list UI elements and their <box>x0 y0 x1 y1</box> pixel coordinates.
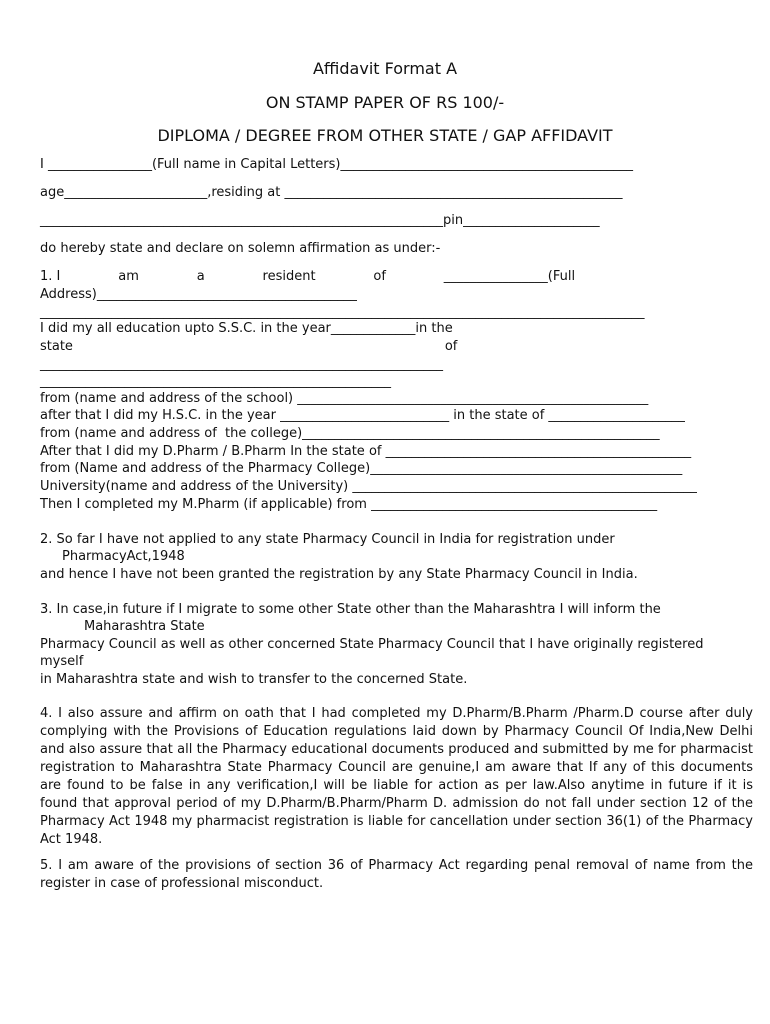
para3-line-5: in Maharashtra state and wish to transfer to the concerned State. <box>40 672 468 687</box>
para1-college-line: from (name and address of the college)_______________________________________________________ <box>40 426 660 441</box>
para1-university-line: University(name and address of the University) _____________________________________________________ <box>40 479 697 494</box>
para1-ssc-line: I did my all education upto S.S.C. in the year_____________in the <box>40 321 453 336</box>
document-title: Affidavit Format A <box>312 59 458 78</box>
declaration-line: do hereby state and declare on solemn affirmation as under:- <box>40 241 441 256</box>
para5-text: 5. I am aware of the provisions of section 36 of Pharmacy Act regarding penal removal of name from the register in case of professional misconduct. <box>40 858 753 891</box>
para3-line-2: Maharashtra State <box>84 619 205 634</box>
affidavit-heading: DIPLOMA / DEGREE FROM OTHER STATE / GAP AFFIDAVIT <box>157 126 613 145</box>
para1-resident-line: 1. I am a resident of ________________(Full <box>40 269 576 284</box>
para3-line-4: myself <box>40 654 84 669</box>
para3-line-1: 3. In case,in future if I migrate to some other State other than the Maharashtra I will inform the <box>40 602 661 617</box>
para4-text: 4. I also assure and affirm on oath that I had completed my D.Pharm/B.Pharm /Pharm.D course after duly complying with the Provisions of Education regulations laid down by Pharmacy Council Of India,New Delhi and also assure that all the Pharmacy educational documents produced and submitted by me for pharmacist registration to Maharashtra State Pharmacy Council are genuine,I am aware that If any of this documents are found to be false in any verification,I will be liable for action as per law.Also anytime in future if it is found that approval period of my D.Pharm/B.Pharm/Pharm D. admission do not fall under section 12 of the Pharmacy Act 1948 my pharmacist registration is liable for cancellation under section 36(1) of the Pharmacy Act 1948. <box>40 706 753 847</box>
age-residing-line: age______________________,residing at ____________________________________________________ <box>40 185 623 200</box>
stamp-paper-heading: ON STAMP PAPER OF RS 100/- <box>265 93 505 112</box>
para1-pharmacy-college-line: from (Name and address of the Pharmacy College)________________________________________________ <box>40 461 683 476</box>
para2-line-1: 2. So far I have not applied to any state Pharmacy Council in India for registration under <box>40 532 615 547</box>
para1-mpharm-line: Then I completed my M.Pharm (if applicable) from ____________________________________________ <box>40 497 658 512</box>
address-pin-line: ______________________________________________________________pin_____________________ <box>40 213 600 228</box>
para3-line-3: Pharmacy Council as well as other concerned State Pharmacy Council that I have originally registered <box>40 637 704 652</box>
para1-blank-line-3: ______________________________________________________ <box>40 374 391 389</box>
para2-line-3: and hence I have not been granted the registration by any State Pharmacy Council in India. <box>40 567 638 582</box>
para1-state-line: state of <box>40 339 458 354</box>
full-name-line: I ________________(Full name in Capital Letters)_____________________________________________ <box>40 157 633 172</box>
para1-dpharm-line: After that I did my D.Pharm / B.Pharm In the state of _______________________________________________ <box>40 444 692 459</box>
para2-line-2: PharmacyAct,1948 <box>62 549 185 564</box>
para1-blank-line: _____________________________________________________________________________________________ <box>40 305 645 320</box>
para1-school-line: from (name and address of the school) ______________________________________________________ <box>40 391 649 406</box>
para1-address-line: Address)________________________________________ <box>40 287 357 302</box>
para1-blank-line-2: ______________________________________________________________ <box>40 357 443 372</box>
para1-hsc-line: after that I did my H.S.C. in the year __________________________ in the state of _____________________ <box>40 408 685 423</box>
